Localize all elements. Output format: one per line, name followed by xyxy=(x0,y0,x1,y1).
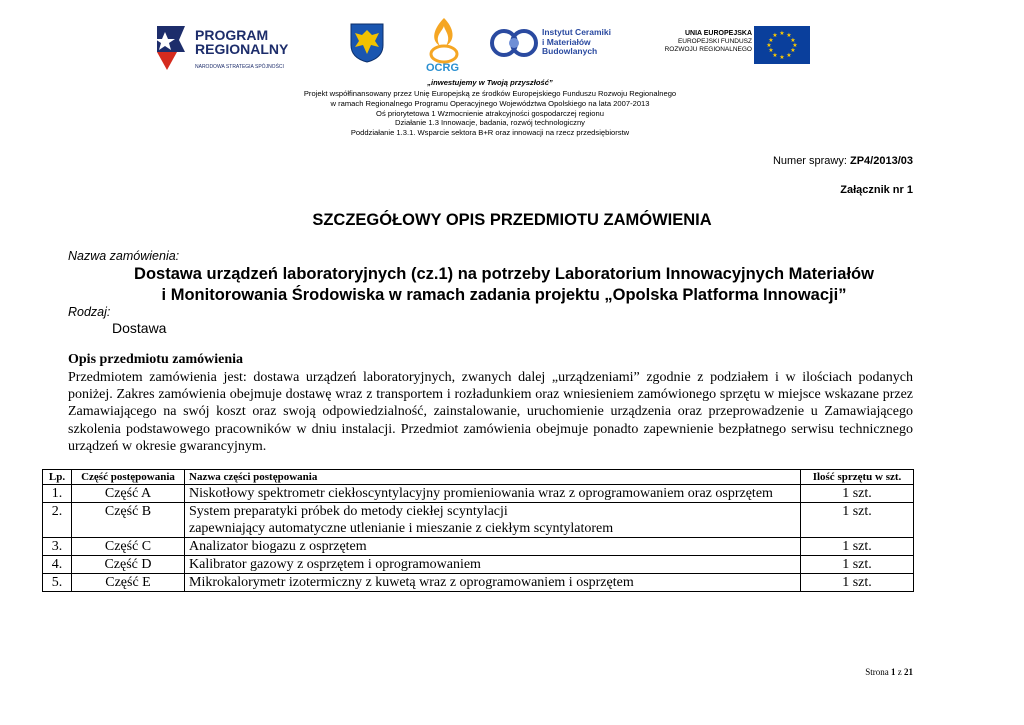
icimb-logo xyxy=(490,26,620,62)
cell-lp: 5. xyxy=(43,574,72,592)
icimb-line2: i Materiałów xyxy=(542,36,591,47)
star-flag-icon xyxy=(155,22,191,72)
ocrg-flame-icon xyxy=(424,16,464,64)
description-body: Przedmiotem zamówienia jest: dostawa urządzeń laboratoryjnych, zwanych dalej „urządzeniami” zgodnie z podziałem i w ilościach podanych poniżej. Zakres zamówienia obejmuje dostawę wraz z transportem i rozładunkiem oraz wniesieniem zamówionego sprzętu w miejsce wskazane przez Zamawiającego na swój koszt oraz swoją odpowiedzialność, zainstalowanie, uruchomienie urządzenia oraz przeprowadzenie u Zamawiającego szkolenia podstawowego pracowników w dniu instalacji. Przedmiot zamówienia obejmuje ponadto zapewnienie bezpłatnego serwisu technicznego urządzeń w okresie gwarancyjnym. xyxy=(68,370,913,454)
project-motto: „inwestujemy w Twoją przyszłość” xyxy=(427,78,553,87)
page-footer xyxy=(865,667,913,677)
cell-nazwa: Niskotłowy spektrometr ciekłoscyntylacyjny promieniowania wraz z oprogramowaniem oraz osprzętem xyxy=(185,485,801,503)
cell-ilosc: 1 szt. xyxy=(801,485,914,503)
type-label: Rodzaj: xyxy=(68,305,111,319)
svg-text:★: ★ xyxy=(779,54,785,61)
opolskie-crest-logo xyxy=(350,23,384,63)
cell-nazwa: Analizator biogazu z osprzętem xyxy=(185,538,801,556)
attachment-label: Załącznik nr 1 xyxy=(840,184,913,196)
table-row xyxy=(43,538,914,556)
table-row xyxy=(43,556,914,574)
table-header-row xyxy=(43,470,914,485)
case-number-value: ZP4/2013/03 xyxy=(850,155,913,167)
svg-text:★: ★ xyxy=(786,52,792,59)
cell-ilosc: 1 szt. xyxy=(801,503,914,538)
pr-line2: REGIONALNY xyxy=(195,41,289,57)
col-ilosc: Ilość sprzętu w szt. xyxy=(801,470,914,485)
icimb-line3: Budowlanych xyxy=(542,46,598,56)
cell-lp: 2. xyxy=(43,503,72,538)
cell-nazwa-line1: System preparatyki próbek do metody ciekłej scyntylacji xyxy=(189,504,508,519)
table-row xyxy=(43,503,914,538)
icimb-line1: Instytut Ceramiki xyxy=(542,27,611,37)
cell-ilosc: 1 szt. xyxy=(801,538,914,556)
ue-line1: UNIA EUROPEJSKA xyxy=(684,30,752,37)
cell-lp: 4. xyxy=(43,556,72,574)
parts-table xyxy=(42,469,914,592)
ue-text xyxy=(660,30,752,54)
ocrg-logo xyxy=(424,16,464,76)
ue-line2: EUROPEJSKI FUNDUSZ xyxy=(677,38,752,45)
pr-line3: NARODOWA STRATEGIA SPÓJNOŚCI xyxy=(195,64,284,70)
project-line-3: Oś priorytetowa 1 Wzmocnienie atrakcyjności gospodarczej regionu xyxy=(376,109,604,118)
cell-czesc: Część D xyxy=(72,556,185,574)
project-line-2: w ramach Regionalnego Programu Operacyjnego Województwa Opolskiego na lata 2007-2013 xyxy=(330,99,650,108)
svg-text:★: ★ xyxy=(768,47,774,54)
cell-czesc: Część A xyxy=(72,485,185,503)
page-title: SZCZEGÓŁOWY OPIS PRZEDMIOTU ZAMÓWIENIA xyxy=(312,211,712,229)
order-name-line2: i Monitorowania Środowiska w ramach zadania projektu „Opolska Platforma Innowacji” xyxy=(161,286,847,304)
svg-text:★: ★ xyxy=(792,42,798,49)
footer-strona: Strona xyxy=(865,667,891,677)
col-czesc: Część postępowania xyxy=(72,470,185,485)
cell-nazwa: Kalibrator gazowy z osprzętem i oprogramowaniem xyxy=(185,556,801,574)
case-number-label: Numer sprawy: xyxy=(772,155,850,167)
case-number xyxy=(773,155,913,167)
svg-text:★: ★ xyxy=(768,37,774,44)
cell-ilosc: 1 szt. xyxy=(801,556,914,574)
cell-czesc: Część B xyxy=(72,503,185,538)
svg-text:★: ★ xyxy=(790,47,796,54)
ocrg-text: OCRG xyxy=(426,62,459,74)
order-name-line1: Dostawa urządzeń laboratoryjnych (cz.1) na potrzeby Laboratorium Innowacyjnych Materiałów xyxy=(134,265,874,283)
order-name xyxy=(68,264,940,306)
svg-text:★: ★ xyxy=(790,37,796,44)
program-regionalny-logo xyxy=(155,22,305,74)
description-heading: Opis przedmiotu zamówienia xyxy=(68,352,243,367)
table-row xyxy=(43,574,914,592)
svg-text:★: ★ xyxy=(772,52,778,59)
cell-ilosc: 1 szt. xyxy=(801,574,914,592)
eagle-crest-icon xyxy=(350,23,384,63)
project-line-1: Projekt współfinansowany przez Unię Europejską ze środków Europejskiego Funduszu Rozwoju Regionalnego xyxy=(303,89,677,98)
footer-z: z xyxy=(895,667,904,677)
footer-page: 1 xyxy=(891,667,896,677)
cell-nazwa xyxy=(185,503,801,538)
cell-czesc: Część E xyxy=(72,574,185,592)
type-value: Dostawa xyxy=(112,320,167,336)
cell-lp: 1. xyxy=(43,485,72,503)
pr-line1: PROGRAM xyxy=(195,27,269,43)
table-row xyxy=(43,485,914,503)
svg-text:★: ★ xyxy=(766,42,772,49)
icimb-rings-icon xyxy=(490,26,540,60)
cell-lp: 3. xyxy=(43,538,72,556)
svg-text:★: ★ xyxy=(779,30,785,37)
project-line-5: Poddziałanie 1.3.1. Wsparcie sektora B+R oraz innowacji na rzecz przedsiębiorstw xyxy=(350,128,630,137)
footer-total: 21 xyxy=(904,667,913,677)
ue-line3: ROZWOJU REGIONALNEGO xyxy=(664,46,752,53)
cell-czesc: Część C xyxy=(72,538,185,556)
cell-nazwa: Mikrokalorymetr izotermiczny z kuwetą wraz z oprogramowaniem i osprzętem xyxy=(185,574,801,592)
svg-text:★: ★ xyxy=(786,32,792,39)
col-lp: Lp. xyxy=(43,470,72,485)
cell-nazwa-line2: zapewniający automatyczne utlenianie i mieszanie z ciekłym scyntylatorem xyxy=(189,521,614,536)
col-nazwa: Nazwa części postępowania xyxy=(185,470,801,485)
eu-flag-icon xyxy=(754,26,810,64)
svg-text:★: ★ xyxy=(772,32,778,39)
order-name-label: Nazwa zamówienia: xyxy=(68,249,180,263)
project-line-4: Działanie 1.3 Innowacje, badania, rozwój technologiczny xyxy=(395,118,585,127)
